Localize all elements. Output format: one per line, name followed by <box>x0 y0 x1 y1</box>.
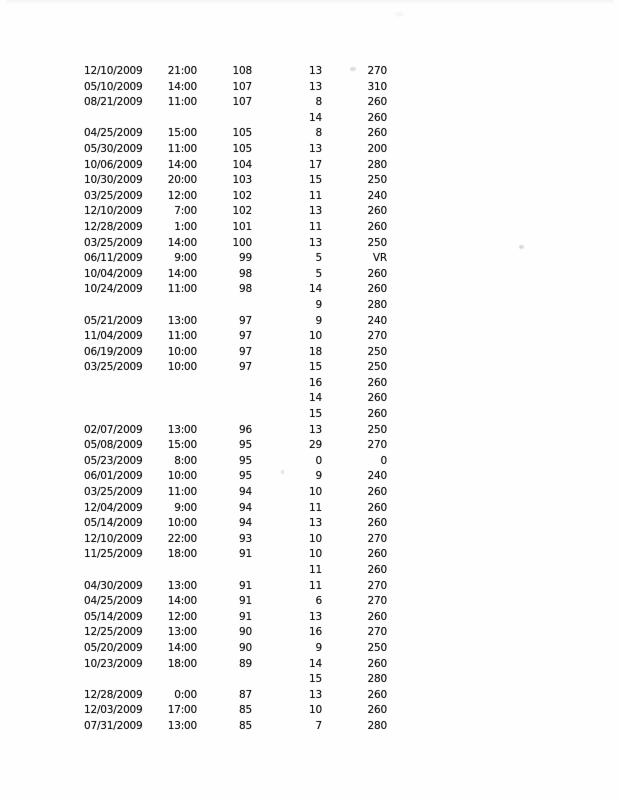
cell-value3: 250 <box>367 361 387 374</box>
table-row <box>0 501 619 517</box>
cell-value2: 13 <box>309 205 322 218</box>
cell-value3: 280 <box>367 158 387 171</box>
cell-value1 <box>210 563 252 579</box>
cell-date: 12/10/2009 <box>84 65 143 77</box>
cell-date: 02/07/2009 <box>84 423 143 436</box>
cell-value3: 260 <box>367 392 387 405</box>
cell-time: 9:00 <box>174 252 197 265</box>
cell-date: 05/30/2009 <box>84 142 143 155</box>
cell-value1: 95 <box>239 470 252 483</box>
cell-value3: 260 <box>367 517 387 530</box>
cell-time: 14:00 <box>167 158 197 171</box>
cell-date: 03/25/2009 <box>84 189 143 202</box>
cell-value2: 10 <box>309 532 322 545</box>
cell-value2: 15 <box>309 673 322 686</box>
cell-value3: 270 <box>367 595 387 608</box>
cell-value1 <box>210 407 252 423</box>
cell-value1 <box>210 376 252 392</box>
cell-value1: 102 <box>232 205 252 218</box>
cell-time <box>138 391 197 407</box>
cell-value2: 14 <box>309 111 322 124</box>
cell-time: 11:00 <box>167 283 197 296</box>
cell-date: 05/23/2009 <box>84 454 143 467</box>
table-row <box>0 579 619 595</box>
cell-value3: 260 <box>367 657 387 670</box>
cell-date: 07/31/2009 <box>84 719 143 732</box>
cell-value1: 100 <box>232 236 252 249</box>
cell-value2: 13 <box>309 65 322 77</box>
cell-date: 10/23/2009 <box>84 657 143 670</box>
cell-value3: 260 <box>367 688 387 701</box>
table-row <box>0 563 619 579</box>
cell-time: 10:00 <box>167 361 197 374</box>
cell-time: 22:00 <box>167 532 197 545</box>
cell-value3: 260 <box>367 704 387 717</box>
cell-time: 17:00 <box>167 704 197 717</box>
cell-value3: 260 <box>367 408 387 421</box>
cell-time: 11:00 <box>167 96 197 109</box>
cell-value2: 15 <box>309 174 322 187</box>
cell-date: 05/14/2009 <box>84 517 143 530</box>
cell-value1: 97 <box>239 314 252 327</box>
table-row <box>0 625 619 641</box>
cell-value2: 13 <box>309 610 322 623</box>
cell-value1: 94 <box>239 501 252 514</box>
cell-time: 21:00 <box>167 65 197 77</box>
cell-value1: 85 <box>239 719 252 732</box>
cell-value2: 14 <box>309 283 322 296</box>
cell-value3: 250 <box>367 345 387 358</box>
table-row <box>0 345 619 361</box>
cell-value2: 8 <box>315 96 322 109</box>
cell-value3: 260 <box>367 127 387 140</box>
table-row <box>0 111 619 127</box>
cell-value1: 96 <box>239 423 252 436</box>
cell-value2: 0 <box>315 454 322 467</box>
cell-value1: 91 <box>239 610 252 623</box>
cell-time: 15:00 <box>167 127 197 140</box>
table-row <box>0 610 619 626</box>
cell-value3: 260 <box>367 501 387 514</box>
cell-time: 14:00 <box>167 641 197 654</box>
cell-date: 12/10/2009 <box>84 205 143 218</box>
cell-value2: 11 <box>309 189 322 202</box>
cell-time <box>138 672 197 688</box>
table-row <box>0 423 619 439</box>
cell-date: 05/14/2009 <box>84 610 143 623</box>
cell-value3: 260 <box>367 205 387 218</box>
cell-value3: 260 <box>367 267 387 280</box>
cell-value1: 101 <box>232 220 252 233</box>
cell-time: 13:00 <box>167 719 197 732</box>
table-row <box>0 485 619 501</box>
cell-value3: 250 <box>367 236 387 249</box>
cell-time: 10:00 <box>167 345 197 358</box>
cell-value1: 90 <box>239 626 252 639</box>
cell-value3: 250 <box>367 174 387 187</box>
cell-time: 13:00 <box>167 314 197 327</box>
cell-value1: 105 <box>232 127 252 140</box>
table-row <box>0 407 619 423</box>
cell-value1: 89 <box>239 657 252 670</box>
cell-value3: 260 <box>367 376 387 389</box>
cell-value3: 260 <box>367 283 387 296</box>
cell-value1: 97 <box>239 345 252 358</box>
cell-value1: 91 <box>239 595 252 608</box>
cell-time: 15:00 <box>167 439 197 452</box>
cell-date: 03/25/2009 <box>84 236 143 249</box>
cell-time: 7:00 <box>174 205 197 218</box>
table-row <box>0 314 619 330</box>
cell-value2: 11 <box>309 220 322 233</box>
cell-value2: 5 <box>315 267 322 280</box>
cell-value1: 87 <box>239 688 252 701</box>
cell-value3: 280 <box>367 673 387 686</box>
cell-time: 12:00 <box>167 610 197 623</box>
cell-time: 13:00 <box>167 423 197 436</box>
cell-value3: 310 <box>367 80 387 93</box>
scan-edge-artifact <box>6 0 613 2</box>
cell-value3: 260 <box>367 610 387 623</box>
table-row <box>0 298 619 314</box>
cell-date: 03/25/2009 <box>84 361 143 374</box>
cell-value3: 280 <box>367 298 387 311</box>
cell-date: 03/25/2009 <box>84 486 143 499</box>
cell-time: 20:00 <box>167 174 197 187</box>
cell-time: 13:00 <box>167 579 197 592</box>
cell-date: 05/10/2009 <box>84 80 143 93</box>
cell-date: 10/30/2009 <box>84 174 143 187</box>
cell-date: 12/10/2009 <box>84 532 143 545</box>
table-row <box>0 672 619 688</box>
table-row <box>0 391 619 407</box>
cell-date <box>84 111 146 127</box>
cell-value1: 90 <box>239 641 252 654</box>
cell-value2: 17 <box>309 158 322 171</box>
cell-time: 10:00 <box>167 517 197 530</box>
cell-date: 05/20/2009 <box>84 641 143 654</box>
cell-value1: 99 <box>239 252 252 265</box>
cell-time: 14:00 <box>167 267 197 280</box>
cell-value2: 29 <box>309 439 322 452</box>
cell-value2: 7 <box>315 719 322 732</box>
cell-value2: 9 <box>315 298 322 311</box>
cell-value1: 97 <box>239 361 252 374</box>
cell-value3: 270 <box>367 579 387 592</box>
cell-time: 11:00 <box>167 142 197 155</box>
cell-value2: 5 <box>315 252 322 265</box>
cell-time: 18:00 <box>167 657 197 670</box>
cell-value2: 10 <box>309 548 322 561</box>
table-row <box>0 95 619 111</box>
table-row <box>0 641 619 657</box>
cell-value3: 270 <box>367 532 387 545</box>
cell-value2: 9 <box>315 470 322 483</box>
cell-value3: 240 <box>367 314 387 327</box>
cell-value3: 260 <box>367 111 387 124</box>
cell-date <box>84 391 146 407</box>
cell-date: 10/04/2009 <box>84 267 143 280</box>
cell-value2: 15 <box>309 361 322 374</box>
cell-date: 05/21/2009 <box>84 314 143 327</box>
cell-value2: 13 <box>309 517 322 530</box>
cell-date: 12/03/2009 <box>84 704 143 717</box>
cell-time <box>138 563 197 579</box>
cell-value2: 16 <box>309 376 322 389</box>
cell-date: 12/28/2009 <box>84 688 143 701</box>
cell-date: 05/08/2009 <box>84 439 143 452</box>
cell-value1: 98 <box>239 283 252 296</box>
cell-value1 <box>210 298 252 314</box>
cell-date: 06/01/2009 <box>84 470 143 483</box>
cell-time: 12:00 <box>167 189 197 202</box>
cell-value3: 270 <box>367 626 387 639</box>
cell-value1: 93 <box>239 532 252 545</box>
cell-value2: 14 <box>309 392 322 405</box>
cell-time: 11:00 <box>167 486 197 499</box>
cell-time <box>138 376 197 392</box>
cell-value2: 10 <box>309 704 322 717</box>
cell-value3: 260 <box>367 548 387 561</box>
scan-speck <box>395 13 404 16</box>
cell-value3: 270 <box>367 439 387 452</box>
table-row <box>0 516 619 532</box>
cell-time: 14:00 <box>167 80 197 93</box>
table-row <box>0 469 619 485</box>
cell-date: 04/25/2009 <box>84 595 143 608</box>
cell-date: 06/19/2009 <box>84 345 143 358</box>
cell-value2: 11 <box>309 564 322 576</box>
cell-value1: 102 <box>232 189 252 202</box>
cell-date: 12/04/2009 <box>84 501 143 514</box>
cell-date <box>84 563 146 579</box>
cell-value2: 13 <box>309 688 322 701</box>
cell-value2: 13 <box>309 142 322 155</box>
cell-value1: 85 <box>239 704 252 717</box>
table-row <box>0 236 619 252</box>
cell-value1: 103 <box>232 174 252 187</box>
table-row <box>0 142 619 158</box>
cell-value1: 107 <box>232 96 252 109</box>
cell-date: 08/21/2009 <box>84 96 143 109</box>
table-row <box>0 657 619 673</box>
table-row <box>0 64 619 80</box>
table-row <box>0 251 619 267</box>
cell-value2: 11 <box>309 501 322 514</box>
cell-time: 8:00 <box>174 454 197 467</box>
cell-time: 13:00 <box>167 626 197 639</box>
cell-date: 12/25/2009 <box>84 626 143 639</box>
cell-value3: 0 <box>380 454 387 467</box>
cell-value1: 108 <box>232 65 252 77</box>
cell-value1: 97 <box>239 330 252 343</box>
cell-value2: 13 <box>309 80 322 93</box>
cell-time: 14:00 <box>167 236 197 249</box>
table-row <box>0 594 619 610</box>
cell-time: 9:00 <box>174 501 197 514</box>
cell-time: 11:00 <box>167 330 197 343</box>
cell-date: 11/04/2009 <box>84 330 143 343</box>
cell-date: 11/25/2009 <box>84 548 143 561</box>
cell-value2: 6 <box>315 595 322 608</box>
cell-value3: 250 <box>367 423 387 436</box>
scan-table <box>0 64 619 735</box>
cell-value2: 9 <box>315 314 322 327</box>
cell-value1 <box>210 672 252 688</box>
table-row <box>0 267 619 283</box>
cell-value3: 200 <box>367 142 387 155</box>
table-row <box>0 282 619 298</box>
table-row <box>0 220 619 236</box>
cell-date <box>84 672 146 688</box>
cell-value2: 8 <box>315 127 322 140</box>
table-row <box>0 703 619 719</box>
cell-value2: 13 <box>309 423 322 436</box>
table-row <box>0 204 619 220</box>
cell-value2: 16 <box>309 626 322 639</box>
cell-value1 <box>210 391 252 407</box>
cell-value2: 15 <box>309 408 322 421</box>
cell-value1: 95 <box>239 439 252 452</box>
cell-date <box>84 376 146 392</box>
cell-date: 04/25/2009 <box>84 127 143 140</box>
cell-value2: 9 <box>315 641 322 654</box>
cell-value1: 105 <box>232 142 252 155</box>
cell-value2: 10 <box>309 330 322 343</box>
cell-date: 10/24/2009 <box>84 283 143 296</box>
cell-value3: 260 <box>367 486 387 499</box>
cell-value1: 94 <box>239 486 252 499</box>
cell-value1: 94 <box>239 517 252 530</box>
cell-date <box>84 298 146 314</box>
cell-value1: 98 <box>239 267 252 280</box>
cell-value3: 240 <box>367 470 387 483</box>
cell-value3: 270 <box>367 65 387 77</box>
table-row <box>0 454 619 470</box>
cell-value2: 18 <box>309 345 322 358</box>
cell-time <box>138 407 197 423</box>
cell-value3: 280 <box>367 719 387 732</box>
table-row <box>0 719 619 735</box>
table-row <box>0 158 619 174</box>
table-row <box>0 532 619 548</box>
table-row <box>0 547 619 563</box>
cell-time <box>138 298 197 314</box>
cell-time: 1:00 <box>174 220 197 233</box>
cell-value2: 11 <box>309 579 322 592</box>
cell-date <box>84 407 146 423</box>
table-row <box>0 438 619 454</box>
cell-time: 18:00 <box>167 548 197 561</box>
cell-value1: 104 <box>232 158 252 171</box>
cell-value1: 91 <box>239 548 252 561</box>
cell-value1: 91 <box>239 579 252 592</box>
cell-time: 14:00 <box>167 595 197 608</box>
cell-value3: VR <box>372 252 387 265</box>
cell-value2: 13 <box>309 236 322 249</box>
cell-value1 <box>210 111 252 127</box>
cell-date: 12/28/2009 <box>84 220 143 233</box>
cell-time <box>138 111 197 127</box>
table-row <box>0 688 619 704</box>
table-row <box>0 376 619 392</box>
cell-time: 0:00 <box>174 688 197 701</box>
cell-value3: 260 <box>367 564 387 576</box>
cell-value1: 107 <box>232 80 252 93</box>
cell-value1: 95 <box>239 454 252 467</box>
cell-date: 04/30/2009 <box>84 579 143 592</box>
table-row <box>0 189 619 205</box>
cell-value3: 260 <box>367 96 387 109</box>
cell-value3: 250 <box>367 641 387 654</box>
cell-time: 10:00 <box>167 470 197 483</box>
cell-value2: 10 <box>309 486 322 499</box>
table-row <box>0 360 619 376</box>
cell-value2: 14 <box>309 657 322 670</box>
table-row <box>0 329 619 345</box>
cell-date: 10/06/2009 <box>84 158 143 171</box>
cell-value3: 270 <box>367 330 387 343</box>
table-row <box>0 80 619 96</box>
cell-value3: 260 <box>367 220 387 233</box>
cell-date: 06/11/2009 <box>84 252 143 265</box>
table-row <box>0 173 619 189</box>
table-row <box>0 126 619 142</box>
cell-value3: 240 <box>367 189 387 202</box>
